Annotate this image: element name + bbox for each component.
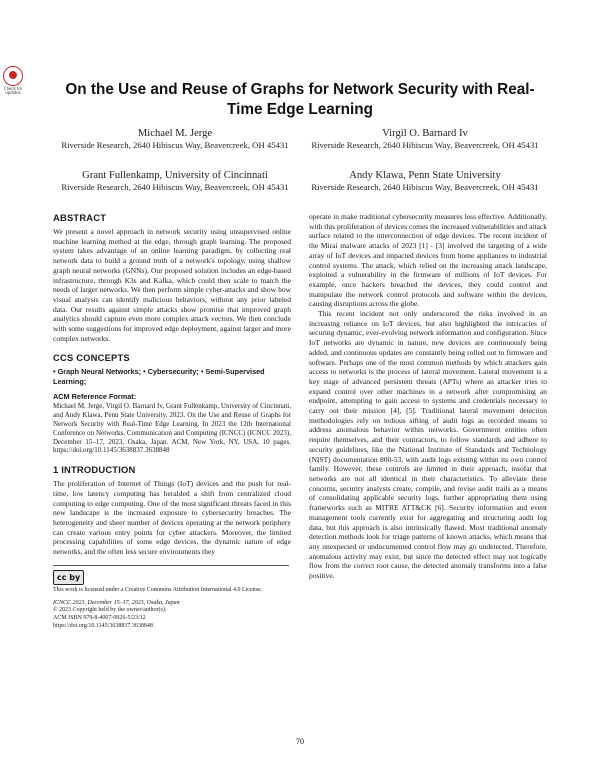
check-for-updates-badge[interactable] (2, 66, 24, 95)
author-name: Grant Fullenkamp, University of Cincinnati (82, 170, 268, 181)
right-column (309, 212, 547, 581)
body-paragraph: This recent incident not only underscored the risks involved in an increasing reliance on IoT devices, but also highlighted the intricacies of securing dynamic, ever-evolving network information and configuration. Since IoT networks are dynamic in nature, new devices are continuously being added, and continuous updates are constantly being rolled out to firmware and software. Perhaps one of the most common methods by which attackers gain access to networks is the process of lateral movement. Lateral movement is a key stage of advanced persistent threats (APTs) where an attacker tries to expand control over other machines in a network after compromising an endpoint, attempting to gain access to systems and credentials necessary to carry out their mission [4], [5]. Traditional lateral movement detection methodologies rely on tedious sifting of audit logs as recorded means to address anomalous behavior within networks. Government entities often require themselves, and their contractors, to follow standards and adhere to security guidelines, like the National Institute of Standards and Technology (NIST) documentation 800-53, with audit logs existing within its own control family. However, these controls are limited in their approach, insofar that networks are not all identical in their characteristics. To alleviate these concerns, security analysts create, compile, and revise audit trails as a means of consolidating applicable security logs, further appropriating them using frameworks such as MITRE ATT&CK [6]. Security information and event management tools currently exist for aggregating and structuring audit log data, but this approach is also intrinsically flawed. Most traditional anomaly detection methods look for triage patterns of known attacks, which means that any unexpected or undocumented control flow may go undetected. Therefore, anomalous activity may exist, but since the detected effect may not logically flow from the correct root cause, the detected anomaly transforms into a false positive. (309, 309, 547, 581)
badge-label: Check for updates (3, 86, 23, 95)
author-block (300, 169, 550, 194)
author-name: Andy Klawa, Penn State University (349, 170, 501, 181)
author-block (300, 127, 550, 152)
conference-line: ICNCC 2023, December 15–17, 2023, Osaka, Japan (53, 599, 180, 606)
abstract-heading: ABSTRACT (53, 212, 107, 223)
ccs-heading: CCS CONCEPTS (53, 352, 130, 364)
ccs-concepts: • Graph Neural Networks; • Cybersecurity; • Semi-Supervised Learning; (53, 367, 265, 387)
creative-commons-icon[interactable]: cc by (53, 570, 84, 585)
acm-reference-text: Michael M. Jerge, Virgil O. Barnard Iv, Grant Fullenkamp, University of Cincinnati, and Andy Klawa, Penn State University. 2023. On the Use and Reuse of Graphs for Network Security with Real-Time Edge Learning. In 2023 the 12th International Conference on Networks, Communication and Computing (ICNCC) (ICNCC 2023), December 15–17, 2023, Osaka, Japan. ACM, New York, NY, USA, 10 pages. https://doi.org/10.1145/3638837.3638848 (53, 402, 291, 455)
introduction-heading: 1 INTRODUCTION (53, 464, 136, 476)
body-paragraph: operate in make traditional cybersecurity measures less effective. Additionally, with this proliferation of devices comes the increased vulnerabilities and attack surface related to the interconnection of edge devices. The recent incident of the Mirai malware attacks of 2023 [1] - [3] involved the targeting of a wide array of IoT devices and impacted devices from home appliances to industrial control systems. The attack, which relied on the increasing attack landscape, exploited a vulnerability in the firmware of millions of IoT devices. For example, once hackers breached the devices, they could control and manipulate the network control protocols and software within the devices, causing disruptions across the globe. (309, 212, 547, 309)
author-block (50, 169, 300, 194)
copyright-line: © 2023 Copyright held by the owner/author(s). (53, 607, 167, 614)
license-block (53, 570, 291, 631)
author-block (50, 127, 300, 152)
acm-reference-heading: ACM Reference Format: (53, 392, 137, 402)
divider (53, 565, 289, 566)
left-column (53, 212, 291, 630)
page-number: 70 (296, 737, 304, 746)
author-name: Virgil O. Barnard Iv (382, 128, 468, 139)
introduction-text: The proliferation of Internet of Things (IoT) devices and the push for real-time, low latency computing has heralded a shift from centralized cloud computing to edge computing. One of the most significant threats faced in this new landscape is the increased exposure to cybersecurity breaches. The heterogeneity and sheer number of devices operating at the network periphery can create various entry points for cyber attackers. Moreover, the limited processing capabilities of some edge devices, the dynamic nature of edge networks, and the often less secure environments they (53, 479, 291, 557)
doi-link[interactable]: https://doi.org/10.1145/3638837.3638848 (53, 622, 153, 629)
abstract-text: We present a novel approach in network security using unsupervised online machine learning method at the edge, through graph learning. The proposed system takes advantage of an online learning paradigm, by collecting real network data to build a ground truth of a network's topology, using shallow graph neural networks (GNNs). Our proposed solution includes an edge-based infrastructure, through K3s and Kafka, which could then scale to match the needs of larger networks. We then perform simple cyber-attacks and show how visual analysis can identify malicious behaviors, without any prior labeled data. Our results against simple attacks show promise that improved graph analytics should capture even more complex attack vectors. We then conclude with some suggestions for improved edge deployment, against larger and more complex networks. (53, 227, 291, 343)
paper-title: On the Use and Reuse of Graphs for Network Security with Real-Time Edge Learning (65, 81, 535, 118)
check-for-updates-icon (3, 66, 23, 86)
isbn-line: ACM ISBN 979-8-4007-0926-5/23/12 (53, 614, 146, 621)
author-affiliation: Riverside Research, 2640 Hibiscus Way, Beavercreek, OH 45431 (61, 182, 289, 192)
author-name: Michael M. Jerge (137, 128, 213, 139)
license-text: This work is licensed under a Creative Commons Attribution International 4.0 License. (53, 586, 263, 593)
author-affiliation: Riverside Research, 2640 Hibiscus Way, Beavercreek, OH 45431 (311, 140, 539, 150)
author-affiliation: Riverside Research, 2640 Hibiscus Way, Beavercreek, OH 45431 (311, 182, 539, 192)
author-affiliation: Riverside Research, 2640 Hibiscus Way, Beavercreek, OH 45431 (61, 140, 289, 150)
